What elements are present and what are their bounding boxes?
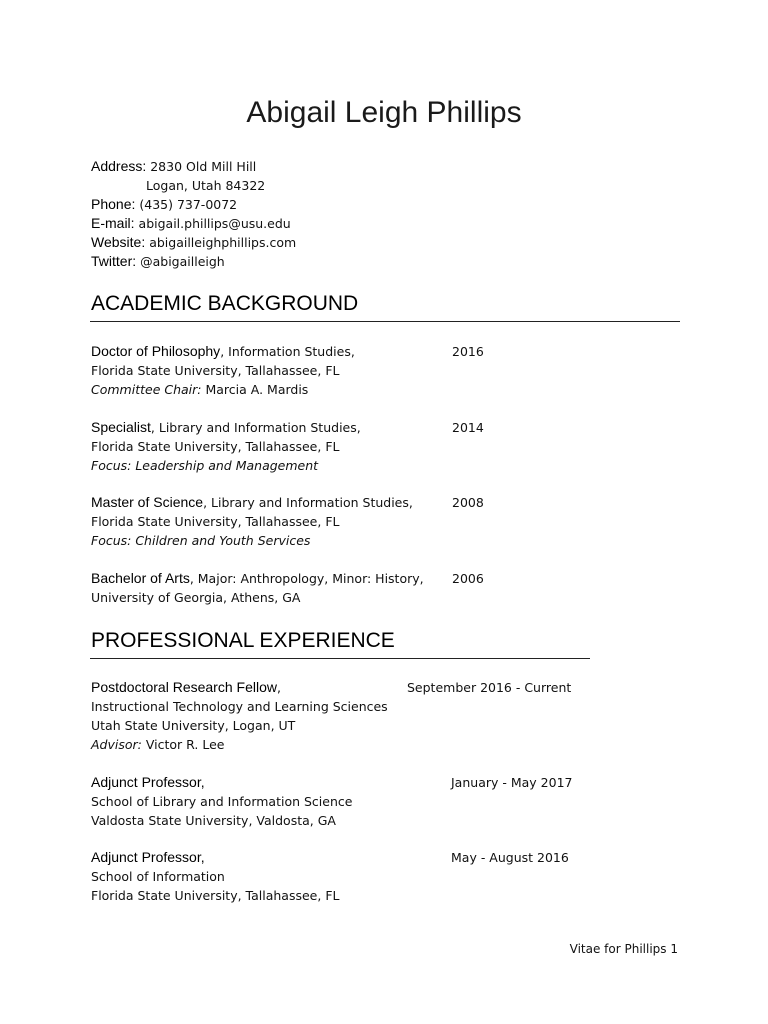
position-dates: September 2016 - Current xyxy=(407,680,572,695)
degree-title: Doctor of Philosophy xyxy=(91,343,221,359)
twitter-label: Twitter: xyxy=(91,253,137,269)
position-institution: Utah State University, Logan, UT xyxy=(91,718,296,733)
twitter-value[interactable]: @abigailleigh xyxy=(140,254,225,269)
experience-entry-valdosta xyxy=(91,773,352,830)
education-entry-ba xyxy=(91,569,424,607)
email-value[interactable]: abigail.phillips@usu.edu xyxy=(138,216,291,231)
degree-title: Specialist xyxy=(91,419,151,435)
degree-field: , Information Studies, xyxy=(220,344,355,359)
degree-focus: Focus: Leadership and Management xyxy=(91,458,319,473)
address-line1: 2830 Old Mill Hill xyxy=(150,159,257,174)
degree-title: Master of Science xyxy=(91,494,204,510)
position-title: Postdoctoral Research Fellow xyxy=(91,679,277,695)
degree-year: 2008 xyxy=(452,495,484,510)
degree-title: Bachelor of Arts xyxy=(91,570,190,586)
email-label: E-mail: xyxy=(91,215,135,231)
phone-label: Phone: xyxy=(91,196,136,212)
professional-divider xyxy=(90,658,590,659)
education-entry-ms xyxy=(91,493,413,550)
degree-institution: Florida State University, Tallahassee, FL xyxy=(91,439,340,454)
degree-field: , Library and Information Studies, xyxy=(150,420,361,435)
phone-value: (435) 737-0072 xyxy=(139,197,238,212)
degree-institution: Florida State University, Tallahassee, FL xyxy=(91,514,340,529)
email-row xyxy=(91,214,296,233)
position-department: School of Information xyxy=(91,869,225,884)
address-line2: Logan, Utah 84322 xyxy=(146,178,266,193)
note-value: Marcia A. Mardis xyxy=(201,382,309,397)
position-dates: January - May 2017 xyxy=(451,775,573,790)
page-footer: Vitae for Phillips 1 xyxy=(569,942,678,956)
position-title: Adjunct Professor, xyxy=(91,849,205,865)
degree-institution: Florida State University, Tallahassee, FL xyxy=(91,363,340,378)
degree-institution: University of Georgia, Athens, GA xyxy=(91,590,301,605)
education-entry-phd xyxy=(91,342,355,399)
degree-field: , Major: Anthropology, Minor: History, xyxy=(189,571,424,586)
address-line2-row xyxy=(91,176,296,195)
website-value[interactable]: abigailleighphillips.com xyxy=(149,235,297,250)
position-institution: Valdosta State University, Valdosta, GA xyxy=(91,813,336,828)
experience-entry-fsu xyxy=(91,848,339,905)
degree-field: , Library and Information Studies, xyxy=(203,495,413,510)
position-dates: May - August 2016 xyxy=(451,850,569,865)
twitter-row xyxy=(91,252,296,271)
position-department: School of Library and Information Science xyxy=(91,794,353,809)
position-department: Instructional Technology and Learning Sciences xyxy=(91,699,388,714)
academic-divider xyxy=(90,321,680,322)
academic-section-title: ACADEMIC BACKGROUND xyxy=(91,292,359,315)
note-label: Advisor: xyxy=(91,737,142,752)
address-label: Address: xyxy=(91,158,147,174)
note-label: Committee Chair: xyxy=(91,382,202,397)
website-label: Website: xyxy=(91,234,146,250)
degree-year: 2014 xyxy=(452,420,484,435)
degree-year: 2006 xyxy=(452,571,484,586)
address-row xyxy=(91,157,296,176)
professional-section-title: PROFESSIONAL EXPERIENCE xyxy=(91,629,395,652)
education-entry-specialist xyxy=(91,418,361,475)
position-title: Adjunct Professor, xyxy=(91,774,205,790)
degree-focus: Focus: Children and Youth Services xyxy=(91,533,311,548)
cv-name: Abigail Leigh Phillips xyxy=(246,96,522,129)
phone-row xyxy=(91,195,296,214)
position-institution: Florida State University, Tallahassee, FL xyxy=(91,888,340,903)
website-row xyxy=(91,233,296,252)
degree-year: 2016 xyxy=(452,344,484,359)
note-value: Victor R. Lee xyxy=(141,737,225,752)
position-suffix: , xyxy=(276,680,281,695)
contact-block xyxy=(91,157,296,271)
experience-entry-postdoc xyxy=(91,678,388,754)
